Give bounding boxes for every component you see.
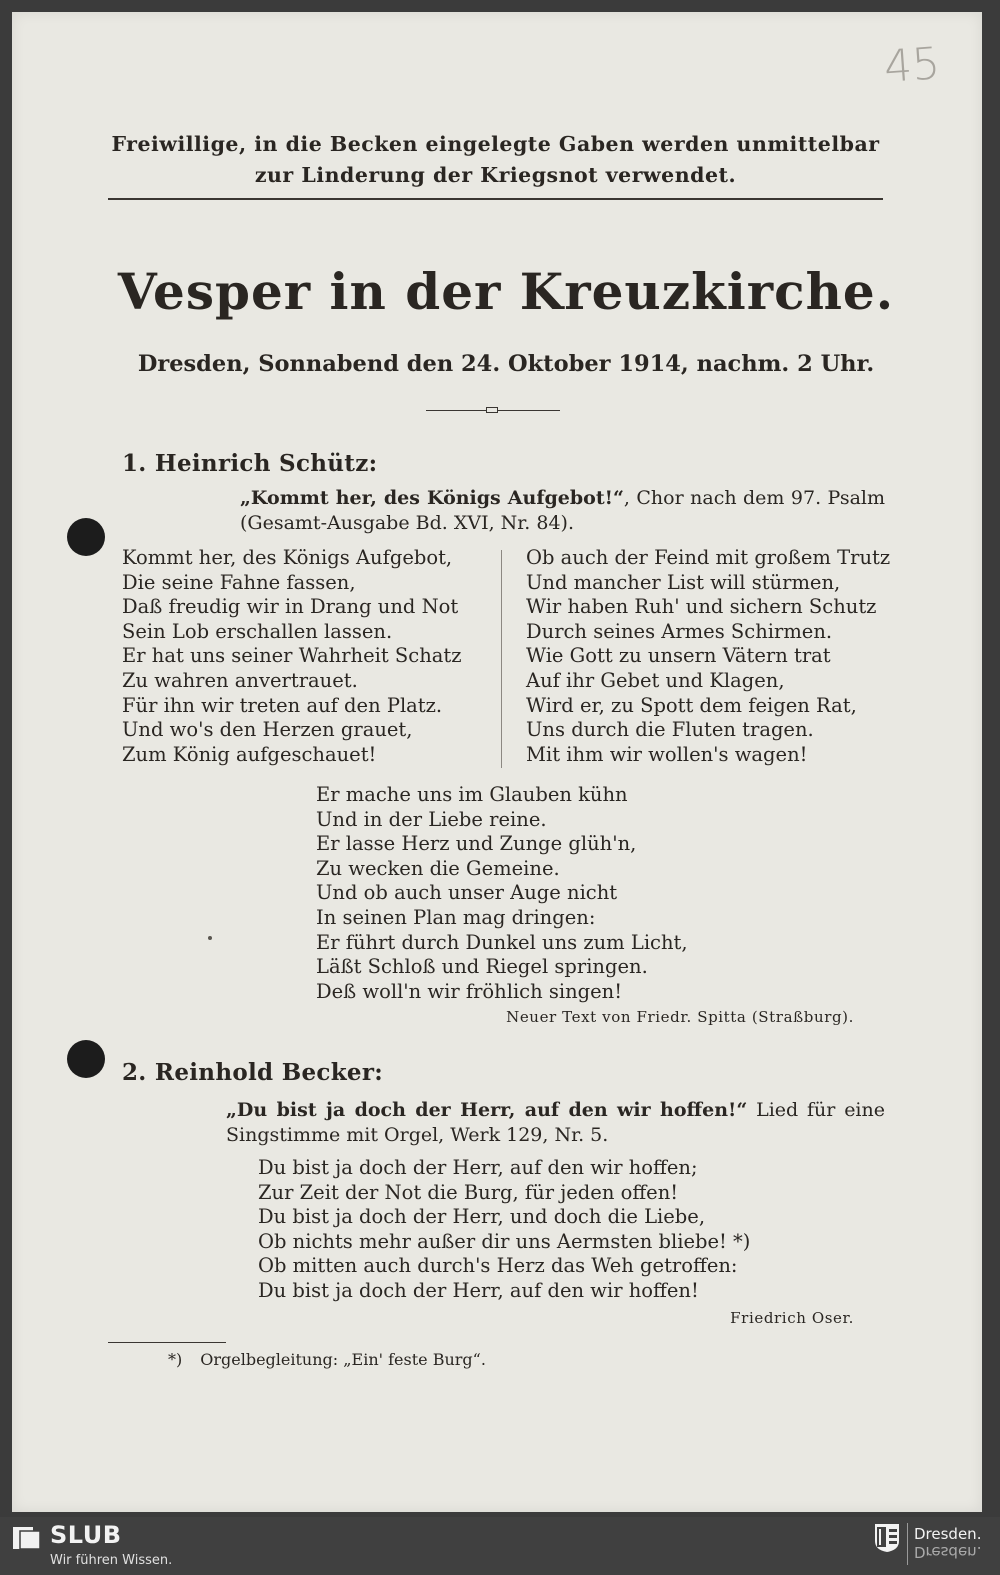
section-heading-schuetz: 1. Heinrich Schütz:: [122, 450, 378, 477]
verse-line: Durch seines Armes Schirmen.: [526, 619, 833, 643]
verse-line: Er lasse Herz und Zunge glüh'n,: [316, 832, 637, 856]
ornament-divider: [426, 410, 560, 411]
verse-line: Er mache uns im Glauben kühn: [316, 783, 628, 806]
page-subtitle: Dresden, Sonnabend den 24. Oktober 1914, nachm. 2 Uhr.: [137, 351, 875, 377]
verse-becker: [258, 1156, 750, 1304]
verse-right-column: [526, 546, 890, 767]
footnote-mark: *): [168, 1350, 183, 1369]
donation-notice: [108, 129, 883, 191]
text-credit-spitta: Neuer Text von Friedr. Spitta (Straßburg).: [506, 1008, 854, 1026]
verse-line: Und wo's den Herzen grauet,: [122, 718, 413, 742]
verse-line: Mit ihm wir wollen's wagen!: [526, 742, 808, 766]
verse-line: Zu wecken die Gemeine.: [316, 856, 560, 880]
verse-line: Wir haben Ruh' und sichern Schutz: [526, 595, 877, 619]
dresden-crest-icon[interactable]: [874, 1523, 900, 1553]
text-credit-oser: Friedrich Oser.: [730, 1309, 854, 1327]
verse-line: Für ihn wir treten auf den Platz.: [122, 693, 443, 717]
verse-line: Ob auch der Feind mit großem Trutz: [526, 546, 891, 569]
verse-center-stanza: [316, 783, 688, 1004]
ornament-box: [486, 407, 498, 413]
verse-line: Daß freudig wir in Drang und Not: [122, 595, 459, 619]
verse-line: Zu wahren anvertrauet.: [122, 668, 358, 692]
footnote: [168, 1350, 486, 1369]
viewer-footer-bar: [0, 1517, 1000, 1575]
page-number: 45: [882, 38, 942, 93]
verse-line: Und in der Liebe reine.: [316, 807, 547, 831]
library-tagline: Wir führen Wissen.: [50, 1553, 173, 1568]
verse-line: Zum König aufgeschauet!: [122, 742, 377, 766]
slub-logo-icon[interactable]: [12, 1525, 42, 1551]
city-name-reflection: Dresden.: [914, 1543, 982, 1561]
section-heading-becker: 2. Reinhold Becker:: [122, 1059, 384, 1086]
verse-line: Auf ihr Gebet und Klagen,: [526, 668, 785, 692]
document-page: [12, 12, 982, 1512]
verse-line: Läßt Schloß und Riegel springen.: [316, 955, 648, 979]
work-title: „Kommt her, des Königs Aufgebot!“: [240, 487, 624, 509]
verse-line: Sein Lob erschallen lassen.: [122, 619, 393, 643]
verse-line: Wie Gott zu unsern Vätern trat: [526, 644, 831, 668]
footnote-divider: [108, 1342, 226, 1343]
punch-hole: [67, 1040, 105, 1078]
verse-line: Ob nichts mehr außer dir uns Aermsten bliebe! *): [258, 1229, 751, 1253]
verse-line: Zur Zeit der Not die Burg, für jeden offen!: [258, 1180, 679, 1204]
verse-line: Er führt durch Dunkel uns zum Licht,: [316, 930, 688, 954]
verse-line: Wird er, zu Spott dem feigen Rat,: [526, 693, 857, 717]
verse-line: Die seine Fahne fassen,: [122, 570, 356, 594]
punch-hole: [67, 518, 105, 556]
column-divider: [501, 550, 502, 768]
verse-line: Und mancher List will stürmen,: [526, 570, 841, 594]
page-title: Vesper in der Kreuzkirche.: [117, 262, 895, 321]
verse-line: Er hat uns seiner Wahrheit Schatz: [122, 644, 462, 668]
notice-divider: [108, 198, 883, 200]
work-description-schuetz: [240, 486, 885, 536]
work-description-becker: [226, 1098, 885, 1148]
verse-left-column: [122, 546, 462, 767]
notice-line: Freiwillige, in die Becken eingelegte Gaben werden unmittelbar: [111, 132, 880, 156]
city-name[interactable]: Dresden.: [914, 1525, 982, 1543]
paper-speck: [208, 936, 212, 940]
verse-line: Du bist ja doch der Herr, auf den wir hoffen!: [258, 1278, 699, 1302]
verse-line: Ob mitten auch durch's Herz das Weh getroffen:: [258, 1254, 738, 1278]
footer-separator: [907, 1523, 908, 1565]
verse-line: Und ob auch unser Auge nicht: [316, 881, 618, 905]
work-details: Lied für eine Singstimme mit Orgel, Werk 129, Nr. 5.: [226, 1099, 885, 1146]
library-name[interactable]: SLUB: [50, 1521, 122, 1549]
verse-line: Du bist ja doch der Herr, auf den wir hoffen;: [258, 1156, 698, 1179]
verse-line: Deß woll'n wir fröhlich singen!: [316, 979, 623, 1003]
footnote-text: Orgelbegleitung: „Ein' feste Burg“.: [200, 1350, 486, 1369]
verse-line: Du bist ja doch der Herr, und doch die Liebe,: [258, 1205, 706, 1229]
work-details: , Chor nach dem 97. Psalm (Gesamt-Ausgabe Bd. XVI, Nr. 84).: [240, 487, 885, 534]
work-title: „Du bist ja doch der Herr, auf den wir hoffen!“: [226, 1099, 748, 1121]
verse-line: Uns durch die Fluten tragen.: [526, 718, 814, 742]
verse-line: Kommt her, des Königs Aufgebot,: [122, 546, 453, 569]
notice-line: zur Linderung der Kriegsnot verwendet.: [254, 163, 737, 187]
verse-line: In seinen Plan mag dringen:: [316, 905, 596, 929]
